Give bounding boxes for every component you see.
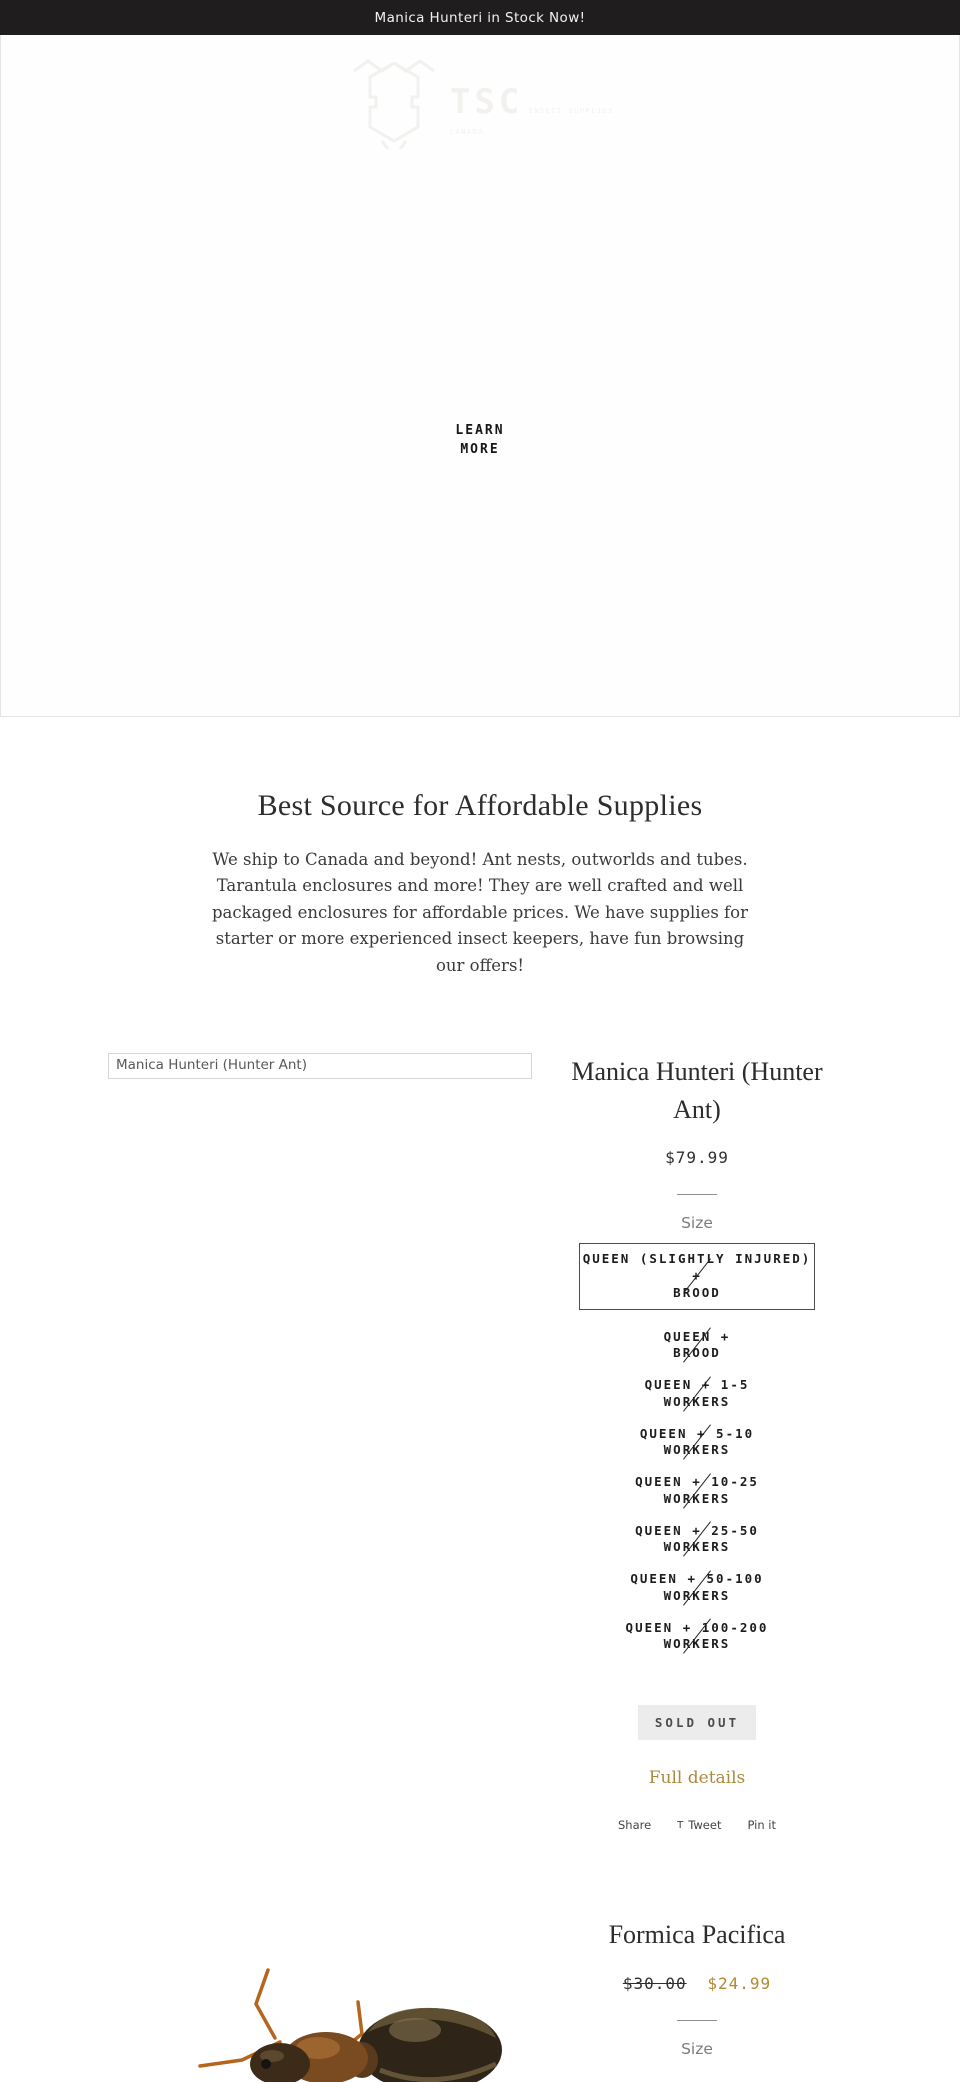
variant-option-selected[interactable]: QUEEN (SLIGHTLY INJURED) + BROOD [579, 1243, 815, 1309]
broken-image-alt-text[interactable]: Manica Hunteri (Hunter Ant) [108, 1053, 532, 1079]
sold-out-strike [683, 1328, 711, 1363]
announcement-bar [0, 0, 960, 35]
product-price: $79.99 [665, 1148, 729, 1168]
product-image-area [108, 1916, 532, 2082]
logo-tagline: INSECT SUPPLIES CANADA [449, 107, 615, 136]
sold-out-strike [683, 1619, 711, 1654]
logo-text: TSC [449, 82, 524, 122]
variant-option[interactable]: QUEEN + 100-200 WORKERS [572, 1617, 822, 1657]
size-option-label: Size [681, 2039, 713, 2058]
intro-heading: Best Source for Affordable Supplies [257, 789, 703, 822]
variant-option[interactable]: QUEEN + 50-100 WORKERS [572, 1568, 822, 1608]
product-card-formica-pacifica [0, 1916, 960, 2082]
product-title: Formica Pacifica [608, 1920, 786, 1950]
variant-option[interactable]: QUEEN + 5-10 WORKERS [572, 1423, 822, 1463]
store-logo[interactable] [1, 45, 959, 153]
divider [677, 2020, 717, 2021]
sold-out-button[interactable]: SOLD OUT [638, 1705, 756, 1740]
intro-section [0, 717, 960, 979]
sold-out-strike [683, 1376, 711, 1411]
intro-paragraph: We ship to Canada and beyond! Ant nests, outworlds and tubes. Tarantula enclosures and more! They are well crafted and well packaged enclosures for affordable prices. We have supplies for starter or more experienced insect keepers, have fun browsing our offers! [211, 850, 748, 975]
product-card-manica-hunteri [0, 1053, 960, 1832]
learn-more-button[interactable]: LEARN MORE [455, 423, 505, 457]
divider [677, 1194, 717, 1195]
variant-option[interactable]: QUEEN + 25-50 WORKERS [572, 1520, 822, 1560]
full-details-link[interactable]: Full details [648, 1768, 746, 1789]
product-price [532, 1974, 862, 1993]
announcement-text: Manica Hunteri in Stock Now! [374, 9, 586, 26]
sale-price: $24.99 [707, 1973, 772, 1993]
twitter-icon: T [677, 1819, 684, 1831]
sold-out-strike [683, 1570, 711, 1605]
variant-option[interactable]: QUEEN + BROOD [572, 1326, 822, 1366]
facebook-share-button[interactable]: Share [617, 1818, 652, 1833]
pinterest-pin-button[interactable]: Pin it [747, 1818, 776, 1833]
sold-out-strike [683, 1259, 711, 1294]
variant-option[interactable]: QUEEN + 1-5 WORKERS [572, 1374, 822, 1414]
size-option-label: Size [681, 1214, 713, 1233]
share-row [532, 1818, 862, 1832]
sold-out-strike [683, 1473, 711, 1508]
ant-hexagon-logo-icon [346, 45, 442, 153]
variant-options [532, 1243, 862, 1656]
compare-at-price: $30.00 [622, 1973, 687, 1993]
hero-slideshow [0, 35, 960, 717]
product-image-area [108, 1053, 532, 1832]
product-title: Manica Hunteri (Hunter Ant) [571, 1056, 823, 1124]
sold-out-strike [683, 1522, 711, 1557]
sold-out-strike [683, 1425, 711, 1460]
formica-pacifica-queen-image[interactable] [130, 1942, 510, 2082]
twitter-tweet-button[interactable]: T Tweet [677, 1818, 722, 1833]
variant-option[interactable]: QUEEN + 10-25 WORKERS [572, 1471, 822, 1511]
